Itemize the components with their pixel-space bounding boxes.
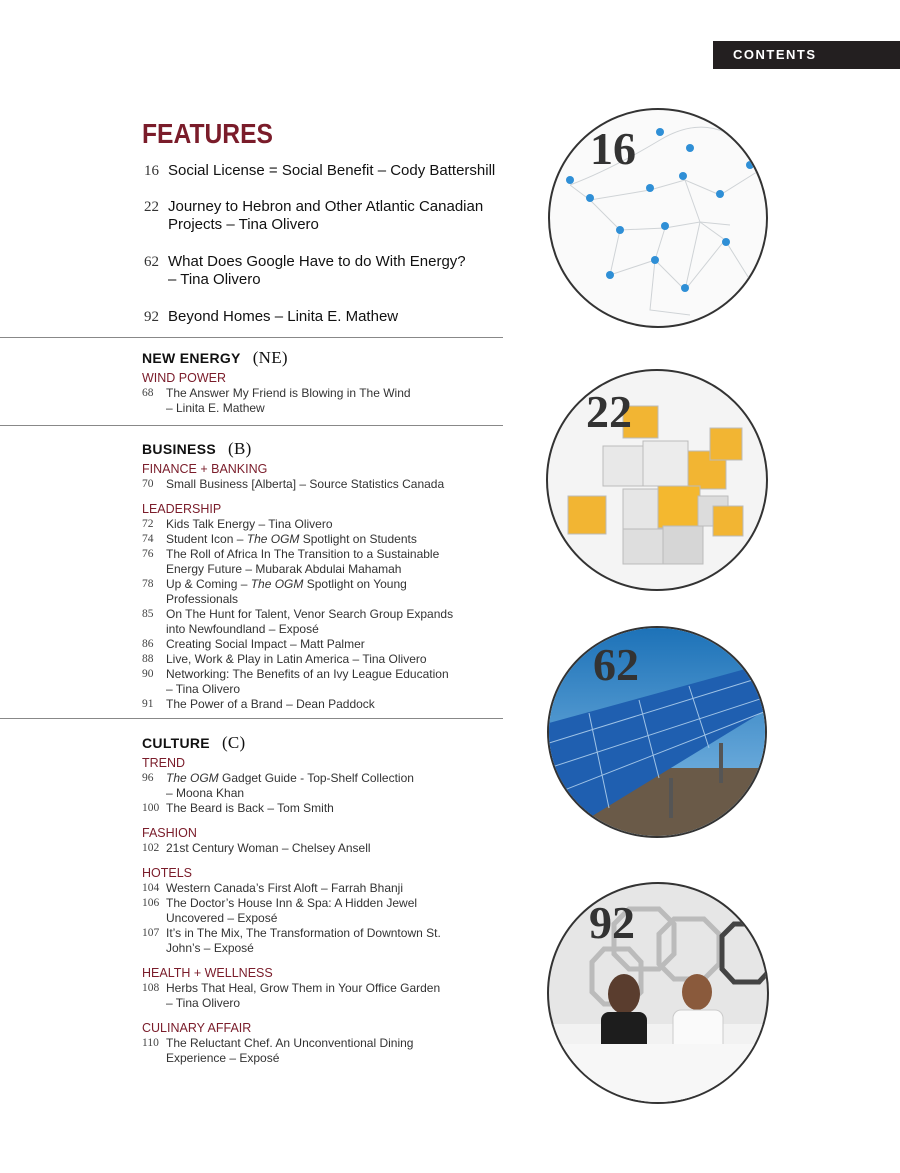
feature-title-cont: Projects – Tina Olivero: [168, 216, 319, 233]
feature-title: Journey to Hebron and Other Atlantic Canadian: [168, 198, 484, 215]
item-title-cont: – Linita E. Mathew: [166, 401, 265, 415]
list-item[interactable]: [142, 801, 466, 816]
page-number: 16: [144, 163, 159, 179]
list-item[interactable]: [142, 926, 466, 956]
heading-abbr: (C): [221, 733, 246, 752]
divider: [0, 337, 503, 338]
list-item[interactable]: [142, 841, 466, 856]
item-title: Networking: The Benefits of an Ivy League Education: [166, 667, 449, 681]
page-number: 91: [142, 698, 154, 710]
list-item[interactable]: [142, 517, 466, 532]
subsection-label: FASHION: [142, 826, 197, 840]
feature-image-homes[interactable]: [547, 882, 769, 1104]
contents-tab: CONTENTS: [713, 41, 900, 69]
feature-title-cont: – Tina Olivero: [168, 271, 261, 288]
page-number-overlay: 16: [590, 123, 636, 174]
page-number: 110: [142, 1037, 159, 1049]
heading-text: NEW ENERGY: [142, 350, 241, 366]
page-number: 62: [144, 254, 159, 270]
item-title: Western Canada’s First Aloft – Farrah Bhanji: [166, 881, 403, 895]
item-title: The Reluctant Chef. An Unconventional Dining: [166, 1036, 414, 1050]
feature-image-network[interactable]: [548, 108, 768, 328]
list-item[interactable]: [142, 771, 466, 801]
divider: [0, 425, 503, 426]
page-number-overlay: 22: [586, 386, 632, 437]
item-title-cont: Experience – Exposé: [166, 1051, 280, 1065]
item-title: Herbs That Heal, Grow Them in Your Office Garden: [166, 981, 441, 995]
item-title-italic: The OGM: [246, 532, 300, 546]
item-title-cont: Uncovered – Exposé: [166, 911, 278, 925]
page-number: 72: [142, 518, 154, 530]
subsection-label: HOTELS: [142, 866, 193, 880]
list-item[interactable]: [142, 896, 466, 926]
page-number: 85: [142, 608, 154, 620]
page-number-overlay: 92: [589, 897, 635, 948]
list-item[interactable]: [142, 547, 466, 577]
item-title: The Beard is Back – Tom Smith: [166, 801, 334, 815]
item-title-cont: John’s – Exposé: [166, 941, 254, 955]
item-title: The Doctor’s House Inn & Spa: A Hidden Jewel: [166, 896, 418, 910]
item-title: It’s in The Mix, The Transformation of Downtown St.: [166, 926, 441, 940]
list-item[interactable]: [142, 1036, 466, 1066]
list-item[interactable]: [142, 637, 466, 652]
divider: [0, 718, 503, 719]
item-title-cont: – Tina Olivero: [166, 682, 241, 696]
list-item[interactable]: [142, 577, 466, 607]
item-title: On The Hunt for Talent, Venor Search Group Expands: [166, 607, 454, 621]
item-title: Creating Social Impact – Matt Palmer: [166, 637, 365, 651]
heading-text: CULTURE: [142, 735, 210, 751]
item-title-rest: Spotlight on Students: [299, 532, 417, 546]
item-title: Gadget Guide - Top-Shelf Collection: [218, 771, 414, 785]
page-number: 107: [142, 927, 160, 939]
item-title-cont: – Moona Khan: [166, 786, 245, 800]
item-title-cont: Professionals: [166, 592, 239, 606]
heading-text: BUSINESS: [142, 441, 216, 457]
list-item[interactable]: [142, 667, 466, 697]
item-title-cont: into Newfoundland – Exposé: [166, 622, 319, 636]
heading-abbr: (B): [227, 439, 252, 458]
page-number-overlay: 62: [593, 639, 639, 690]
section-heading: [142, 733, 466, 753]
list-item[interactable]: [142, 652, 466, 667]
item-title: Small Business [Alberta] – Source Statistics Canada: [166, 477, 445, 491]
feature-item[interactable]: [144, 253, 508, 289]
item-title-cont: Energy Future – Mubarak Abdulai Mahamah: [166, 562, 402, 576]
feature-title: Social License = Social Benefit – Cody Battershill: [168, 162, 496, 179]
homes-illustration: [549, 884, 769, 1104]
cubes-illustration: [548, 371, 768, 591]
feature-item[interactable]: [144, 308, 508, 326]
subsection-label: LEADERSHIP: [142, 502, 222, 516]
heading-abbr: (NE): [252, 348, 288, 367]
feature-item[interactable]: [144, 198, 508, 234]
feature-item[interactable]: [144, 162, 508, 180]
list-item[interactable]: [142, 477, 466, 492]
features-title: FEATURES: [142, 118, 273, 149]
page-number: 78: [142, 578, 154, 590]
section-culture: [142, 733, 466, 1066]
page-number: 100: [142, 802, 160, 814]
feature-image-cubes[interactable]: [546, 369, 768, 591]
subsection-label: TREND: [142, 756, 186, 770]
subsection-label: CULINARY AFFAIR: [142, 1021, 252, 1035]
solar-illustration: [549, 628, 767, 838]
page-number: 76: [142, 548, 154, 560]
list-item[interactable]: [142, 981, 466, 1011]
page-number: 70: [142, 478, 154, 490]
page-number: 96: [142, 772, 154, 784]
page-number: 106: [142, 897, 160, 909]
list-item[interactable]: [142, 386, 466, 416]
page-number: 88: [142, 653, 154, 665]
list-item[interactable]: [142, 697, 466, 712]
item-title: Up & Coming –: [166, 577, 251, 591]
section-new-energy: [142, 348, 466, 416]
item-title: The Roll of Africa In The Transition to a Sustainable: [166, 547, 440, 561]
item-title: 21st Century Woman – Chelsey Ansell: [166, 841, 371, 855]
item-title-cont: – Tina Olivero: [166, 996, 241, 1010]
feature-title: Beyond Homes – Linita E. Mathew: [168, 308, 399, 325]
list-item[interactable]: [142, 881, 466, 896]
item-title: Live, Work & Play in Latin America – Tina Olivero: [166, 652, 427, 666]
subsection-label: WIND POWER: [142, 371, 227, 385]
subsection-label: FINANCE + BANKING: [142, 462, 268, 476]
page-number: 104: [142, 882, 160, 894]
page-number: 108: [142, 982, 160, 994]
page-number: 102: [142, 842, 160, 854]
page-number: 90: [142, 668, 154, 680]
section-heading: [142, 439, 466, 459]
subsection-label: HEALTH + WELLNESS: [142, 966, 273, 980]
page-number: 68: [142, 387, 154, 399]
network-illustration: [550, 110, 768, 328]
section-heading: [142, 348, 466, 368]
item-title: The Power of a Brand – Dean Paddock: [166, 697, 375, 711]
page-number: 22: [144, 199, 159, 215]
item-title: The Answer My Friend is Blowing in The Wind: [166, 386, 411, 400]
item-title-italic: The OGM: [166, 771, 219, 785]
item-title: Student Icon –: [166, 532, 247, 546]
item-title-italic: The OGM: [250, 577, 304, 591]
item-title: Kids Talk Energy – Tina Olivero: [166, 517, 333, 531]
list-item[interactable]: [142, 532, 466, 547]
page-number: 92: [144, 309, 159, 325]
page-number: 86: [142, 638, 154, 650]
section-business: [142, 439, 466, 712]
item-title-rest: Spotlight on Young: [303, 577, 407, 591]
feature-title: What Does Google Have to do With Energy?: [168, 253, 466, 270]
list-item[interactable]: [142, 607, 466, 637]
feature-image-solar[interactable]: [547, 626, 767, 838]
page-number: 74: [142, 533, 154, 545]
